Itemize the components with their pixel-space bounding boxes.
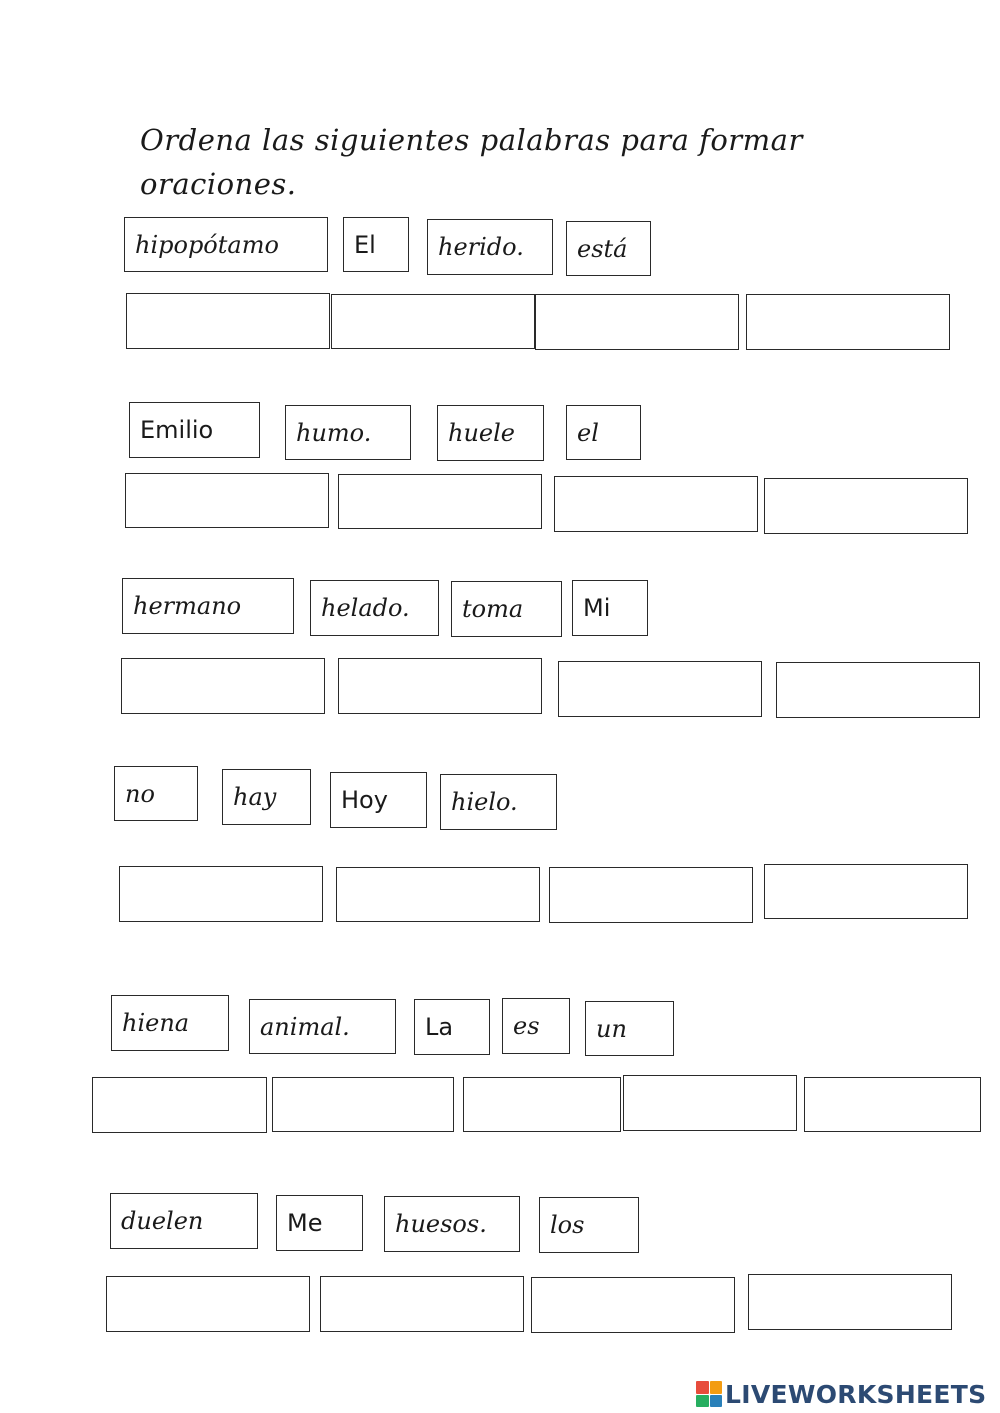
answer-slot[interactable]: [558, 661, 762, 717]
word-card[interactable]: Hoy: [330, 772, 427, 828]
word-card[interactable]: El: [343, 217, 409, 272]
answer-slot[interactable]: [535, 294, 739, 350]
word-card[interactable]: es: [502, 998, 570, 1054]
answer-slot[interactable]: [804, 1077, 981, 1132]
word-card[interactable]: los: [539, 1197, 639, 1253]
word-card[interactable]: hay: [222, 769, 311, 825]
word-card[interactable]: Emilio: [129, 402, 260, 458]
answer-slot[interactable]: [338, 474, 542, 529]
word-card[interactable]: hiena: [111, 995, 229, 1051]
word-card[interactable]: helado.: [310, 580, 439, 636]
answer-slot[interactable]: [549, 867, 753, 923]
answer-slot[interactable]: [748, 1274, 952, 1330]
answer-slot[interactable]: [106, 1276, 310, 1332]
answer-slot[interactable]: [125, 473, 329, 528]
word-card[interactable]: La: [414, 999, 490, 1055]
answer-slot[interactable]: [764, 478, 968, 534]
answer-slot[interactable]: [272, 1077, 454, 1132]
answer-slot[interactable]: [92, 1077, 267, 1133]
word-card[interactable]: humo.: [285, 405, 411, 460]
answer-slot[interactable]: [746, 294, 950, 350]
answer-slot[interactable]: [554, 476, 758, 532]
brand-name: LIVEWORKSHEETS: [725, 1379, 987, 1409]
word-card[interactable]: el: [566, 405, 641, 460]
word-card[interactable]: huele: [437, 405, 544, 461]
word-card[interactable]: Me: [276, 1195, 363, 1251]
word-card[interactable]: hermano: [122, 578, 294, 634]
answer-slot[interactable]: [121, 658, 325, 714]
word-card[interactable]: herido.: [427, 219, 553, 275]
word-card[interactable]: Mi: [572, 580, 648, 636]
answer-slot[interactable]: [336, 867, 540, 922]
answer-slot[interactable]: [463, 1077, 621, 1132]
word-card[interactable]: animal.: [249, 999, 396, 1054]
word-card[interactable]: un: [585, 1001, 674, 1056]
word-card[interactable]: está: [566, 221, 651, 276]
word-card[interactable]: toma: [451, 581, 562, 637]
word-card[interactable]: no: [114, 766, 198, 821]
answer-slot[interactable]: [531, 1277, 735, 1333]
liveworksheets-icon: [696, 1381, 722, 1407]
answer-slot[interactable]: [338, 658, 542, 714]
word-card[interactable]: huesos.: [384, 1196, 520, 1252]
answer-slot[interactable]: [764, 864, 968, 919]
word-card[interactable]: hipopótamo: [124, 217, 328, 272]
answer-slot[interactable]: [331, 294, 535, 349]
liveworksheets-logo[interactable]: [696, 1377, 986, 1411]
answer-slot[interactable]: [320, 1276, 524, 1332]
word-card[interactable]: duelen: [110, 1193, 258, 1249]
word-card[interactable]: hielo.: [440, 774, 557, 830]
answer-slot[interactable]: [623, 1075, 797, 1131]
instruction-text: Ordena las siguientes palabras para formar oraciones.: [140, 123, 803, 201]
answer-slot[interactable]: [776, 662, 980, 718]
answer-slot[interactable]: [126, 293, 330, 349]
answer-slot[interactable]: [119, 866, 323, 922]
